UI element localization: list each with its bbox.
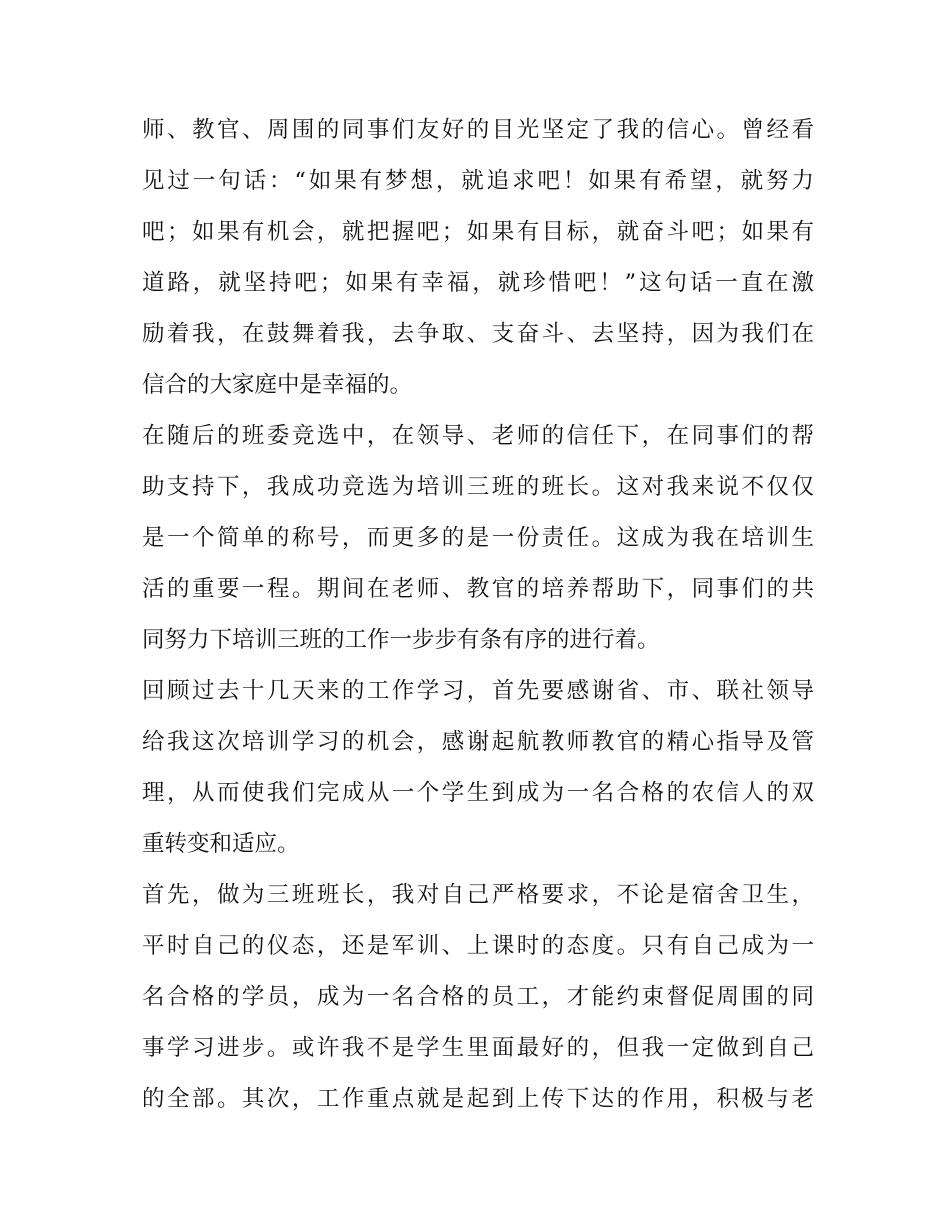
text-line: 活的重要一程。期间在老师、教官的培养帮助下，同事们的共 <box>142 576 814 602</box>
text-line: 事学习进步。或许我不是学生里面最好的，但我一定做到自己 <box>142 1035 814 1061</box>
text-line: 首先，做为三班班长，我对自己严格要求，不论是宿舍卫生， <box>142 882 814 908</box>
text-line: 回顾过去十几天来的工作学习，首先要感谢省、市、联社领导 <box>142 678 814 704</box>
text-line: 同努力下培训三班的工作一步步有条有序的进行着。 <box>142 627 660 653</box>
text-line: 吧；如果有机会，就把握吧；如果有目标，就奋斗吧；如果有 <box>142 219 814 245</box>
text-line: 平时自己的仪态，还是军训、上课时的态度。只有自己成为一 <box>142 933 814 959</box>
text-line: 道路，就坚持吧；如果有幸福，就珍惜吧！”这句话一直在激 <box>142 270 814 296</box>
text-line: 的全部。其次，工作重点就是起到上传下达的作用，积极与老 <box>142 1086 814 1112</box>
text-line: 见过一句话：“如果有梦想，就追求吧！如果有希望，就努力 <box>142 168 814 194</box>
text-line: 在随后的班委竞选中，在领导、老师的信任下，在同事们的帮 <box>142 423 814 449</box>
text-line: 理，从而使我们完成从一个学生到成为一名合格的农信人的双 <box>142 780 814 806</box>
text-line: 信合的大家庭中是幸福的。 <box>142 372 413 398</box>
text-line: 给我这次培训学习的机会，感谢起航教师教官的精心指导及管 <box>142 729 814 755</box>
text-line: 助支持下，我成功竞选为培训三班的班长。这对我来说不仅仅 <box>142 474 814 500</box>
text-line: 是一个简单的称号，而更多的是一份责任。这成为我在培训生 <box>142 525 814 551</box>
body-text <box>142 105 814 1125</box>
text-line: 师、教官、周围的同事们友好的目光坚定了我的信心。曾经看 <box>142 117 814 143</box>
text-line: 重转变和适应。 <box>142 831 300 857</box>
text-line: 励着我，在鼓舞着我，去争取、支奋斗、去坚持，因为我们在 <box>142 321 814 347</box>
text-line: 名合格的学员，成为一名合格的员工，才能约束督促周围的同 <box>142 984 814 1010</box>
